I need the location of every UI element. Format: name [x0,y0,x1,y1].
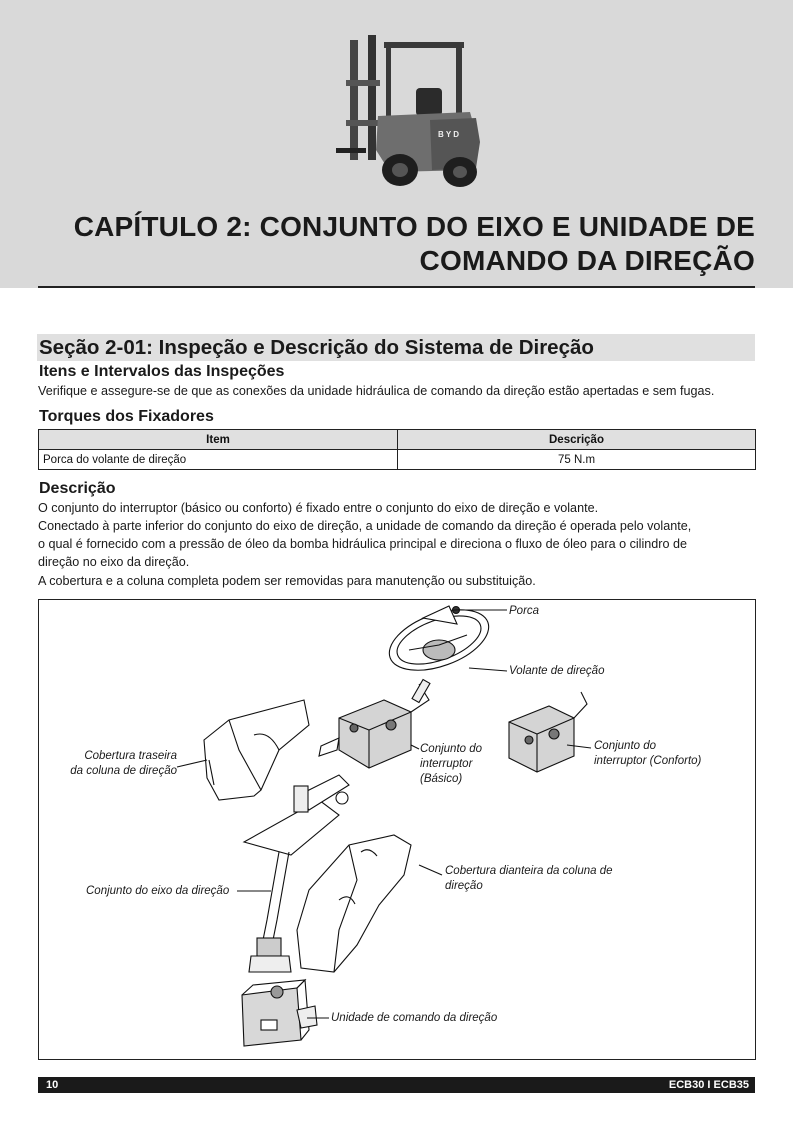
front-cover-part [297,835,411,972]
control-unit-part [242,980,317,1046]
table-cell-description: 75 N.m [398,450,756,470]
description-paragraph-2-line-2: o qual é fornecido com a pressão de óleo da bomba hidráulica principal e direciona o fluxo de óleo para o cilindro de [38,537,687,551]
label-basic-switch: Conjunto do interruptor (Básico) [420,743,483,785]
table-cell-item: Porca do volante de direção [39,450,398,470]
basic-switch-part [319,679,430,768]
description-heading: Descrição [39,480,116,497]
description-paragraph-3: A cobertura e a coluna completa podem ser removidas para manutenção ou substituição. [38,574,536,588]
section-title: Seção 2-01: Inspeção e Descrição do Sistema de Direção [39,336,594,359]
chapter-header [0,0,793,288]
leader-basico [411,745,419,749]
forklift-image [320,20,490,190]
chapter-title: CAPÍTULO 2: CONJUNTO DO EIXO E UNIDADE DE COMANDO DA DIREÇÃO [73,211,755,276]
leader-rear-cover [177,760,207,767]
label-volante: Volante de direção [509,665,605,677]
column-header-description: Descrição [398,430,756,450]
title-divider [38,286,755,288]
description-paragraph-2-line-1: Conectado à parte inferior do conjunto do eixo de direção, a unidade de comando da direção é operada pelo volante, [38,519,692,533]
label-front-cover: Cobertura dianteira da coluna de direção [445,865,613,892]
table-row [39,450,756,470]
column-header-item: Item [39,430,398,450]
exploded-view-figure [38,599,756,1060]
label-steering-shaft: Conjunto do eixo da direção [86,885,230,897]
description-paragraph-1: O conjunto do interruptor (básico ou conforto) é fixado entre o conjunto do eixo de direção e volante. [38,501,599,515]
inspection-heading: Itens e Intervalos das Inspeções [39,363,285,380]
label-comfort-switch: Conjunto do interruptor (Conforto) [594,740,702,767]
torque-table [38,429,756,470]
svg-text:B Y D: B Y D [438,130,460,139]
torques-heading: Torques dos Fixadores [39,408,214,425]
page-footer [38,1077,755,1093]
leader-front-cover [419,865,442,875]
leader-volante [469,668,507,671]
label-rear-cover: Cobertura traseira da coluna de direção [70,750,177,777]
description-paragraph-2-line-3: direção no eixo da direção. [38,555,190,569]
rear-cover-part [204,700,309,800]
steering-wheel-part [381,600,497,682]
comfort-switch-part [509,692,587,772]
label-control-unit: Unidade de comando da direção [331,1012,498,1024]
exploded-view-drawing [39,600,757,1061]
model-codes: ECB30 I ECB35 [668,1079,749,1091]
inspection-text: Verifique e assegure-se de que as conexões da unidade hidráulica de comando da direção estão apertadas e sem fugas. [38,384,715,398]
page-number: 10 [46,1079,59,1091]
label-porca: Porca [509,605,540,617]
